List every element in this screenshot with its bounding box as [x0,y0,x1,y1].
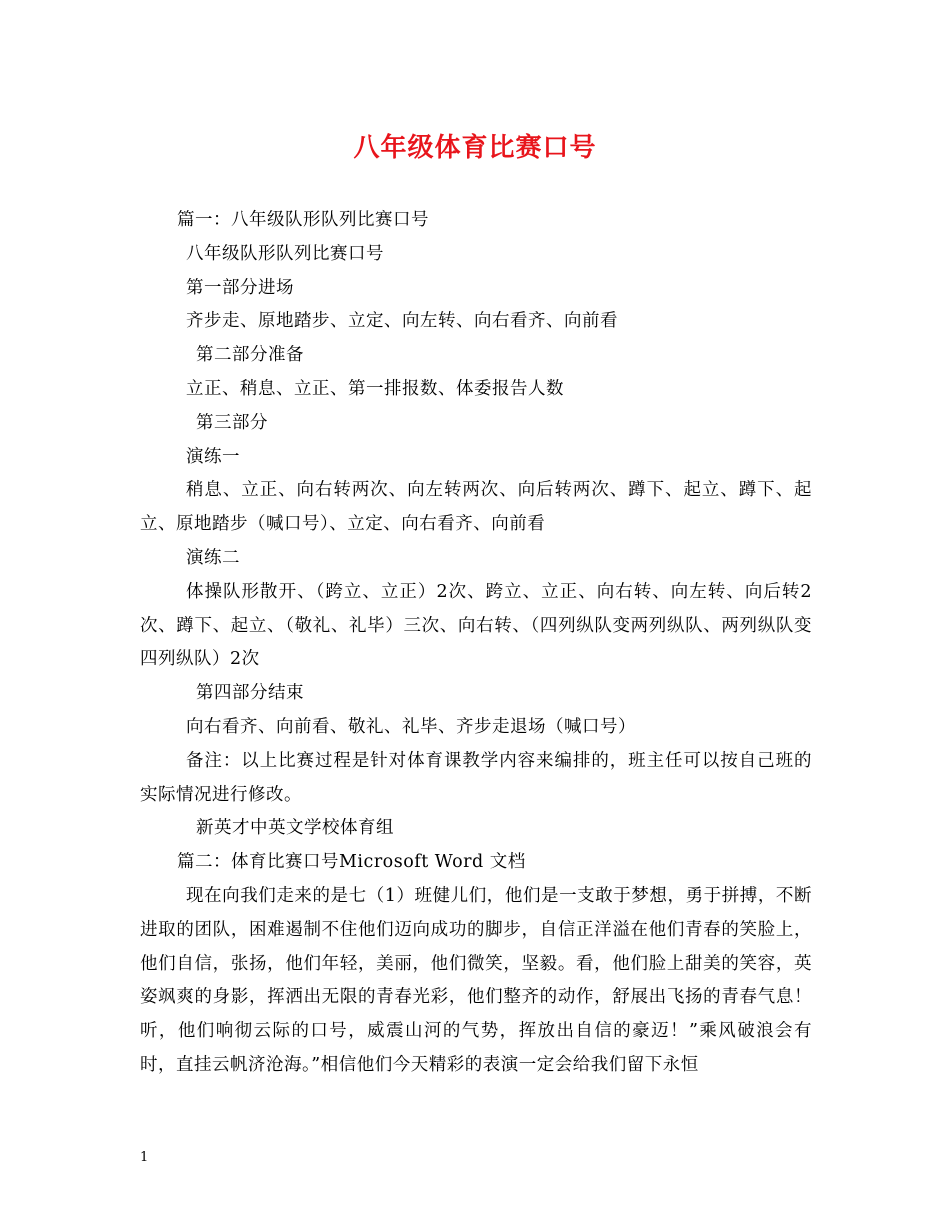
paragraph-part-1: 第一部分进场 [186,277,294,298]
paragraph-slogan-intro: 现在向我们走来的是七（1）班健儿们，他们是一支敢于梦想，勇于拼搏，不断进取的团队，困难遏制不住他们迈向成功的脚步，自信正洋溢在他们青春的笑脸上，他们自信，张扬，他们年轻，美丽，他们微笑，坚毅。看，他们脸上甜美的笑容，英姿飒爽的身影，挥洒出无限的青春光彩，他们整齐的动作，舒展出飞扬的青春气息！听，他们响彻云际的口号，威震山河的气势，挥放出自信的豪迈！”乘风破浪会有时，直挂云帆济沧海。”相信他们今天精彩的表演一定会给我们留下永恒 [140,885,812,1075]
paragraph-signature: 新英才中英文学校体育组 [196,818,394,839]
paragraph-remark: 备注：以上比赛过程是针对体育课教学内容来编排的，班主任可以按自己班的实际情况进行修改。 [140,750,812,805]
document-body [140,204,812,1083]
paragraph-drill-2-content: 体操队形散开、（跨立、立正）2次、跨立、立正、向右转、向左转、向后转2次、蹲下、起立、（敬礼、礼毕）三次、向右转、（四列纵队变两列纵队、两列纵队变四列纵队）2次 [140,581,812,670]
section-heading-2: 篇二：体育比赛口号Microsoft Word 文档 [177,852,526,873]
paragraph-drill-1: 演练一 [186,446,240,467]
section-heading-1: 篇一：八年级队形队列比赛口号 [177,210,429,230]
paragraph-drill-1-content: 稍息、立正、向右转两次、向左转两次、向后转两次、蹲下、起立、蹲下、起立、原地踏步（喊口号）、立定、向右看齐、向前看 [140,480,812,535]
paragraph-part-4: 第四部分结束 [196,683,304,704]
paragraph-subtitle: 八年级队形队列比赛口号 [186,243,384,264]
paragraph-part-1-content: 齐步走、原地踏步、立定、向左转、向右看齐、向前看 [186,311,618,332]
page-number: 1 [140,1150,149,1165]
paragraph-drill-2: 演练二 [186,547,240,568]
paragraph-part-3: 第三部分 [196,412,268,433]
paragraph-part-2-content: 立正、稍息、立正、第一排报数、体委报告人数 [186,378,564,399]
document-title: 八年级体育比赛口号 [353,133,597,163]
paragraph-part-2: 第二部分准备 [196,345,304,366]
paragraph-part-4-content: 向右看齐、向前看、敬礼、礼毕、齐步走退场（喊口号） [186,716,636,737]
